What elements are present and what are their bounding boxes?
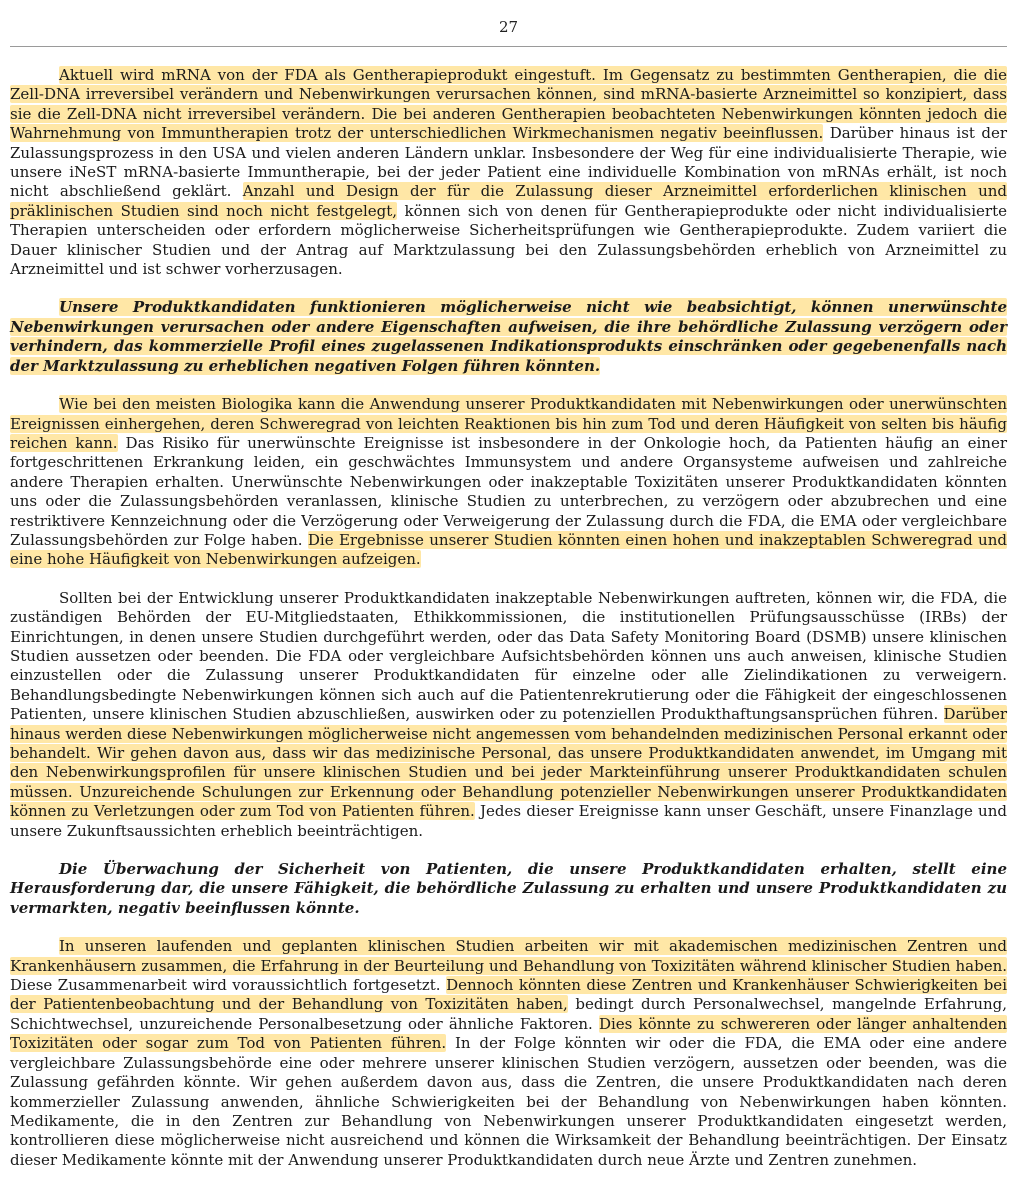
highlight: Unsere Produktkandidaten funktionieren möglicherweise nicht wie beabsichtigt, können unerwünschte Nebenwirkungen verursachen oder andere Eigenschaften aufweisen, die ihre behördliche Zulassung verzögern oder verhindern, das kommerzielle Profil eines zugelassenen Indikationsprodukts einschränken oder gegebenenfalls nach der Marktzulassung zu erheblichen negativen Folgen führen könnten. bbox=[10, 298, 1007, 375]
text-run: Das Risiko für unerwünschte Ereignisse ist insbesondere in der Onkologie hoch, da Patienten häufig an einer fortgeschrittenen Erkrankung leiden, ein geschwächtes Immunsystem und andere Organsysteme aufweisen und zahlreiche andere Therapien erhalten. Unerwünschte Nebenwirkungen oder inakzeptable Toxizitäten unserer Produktkandidaten könnten uns oder die Zulassungsbehörden veranlassen, klinische Studien zu unterbrechen, zu verzögern oder abzubrechen und eine restriktivere Kennzeichnung oder die Verzögerung oder Verweigerung der Zulassung durch die FDA, die EMA oder vergleichbare Zulassungsbehörden zur Folge haben. bbox=[10, 433, 1007, 549]
page-number: 27 bbox=[498, 18, 519, 36]
paragraph-unacceptable-side-effects bbox=[10, 589, 1007, 841]
highlight: Wie bei den meisten Biologika kann die Anwendung unserer Produktkandidaten mit Nebenwirkungen oder unerwünschten Ereignissen einhergehen, deren Schweregrad von leichten Reaktionen bis hin zum Tod und deren Häufigkeit von selten bis häufig reichen kann. bbox=[10, 395, 1007, 452]
highlight: Anzahl und Design der für die Zulassung dieser Arzneimittel erforderlichen klinischen und präklinischen Studien sind noch nicht festgelegt, bbox=[10, 182, 1007, 220]
highlight: Dies könnte zu schwereren oder länger anhaltenden Toxizitäten oder sogar zum Tod von Patienten führen. bbox=[10, 1014, 1007, 1053]
highlight: Die Ergebnisse unserer Studien könnten einen hohen und inakzeptablen Schweregrad und eine hohe Häufigkeit von Nebenwirkungen aufzeigen. bbox=[10, 530, 1007, 569]
text-run: Darüber hinaus ist der Zulassungsprozess in den USA und vielen anderen Ländern unklar. Insbesondere der Weg für eine individualisierte Therapie, wie unsere iNeST mRNA-basierte Immuntherapie, bei der jeder Patient eine individuelle Kombination von mRNAs erhält, ist noch nicht abschließend geklärt. bbox=[10, 124, 1007, 201]
text-run: Die Überwachung der Sicherheit von Patienten, die unsere Produktkandidaten erhalten, stellt eine Herausforderung dar, die unsere Fähigkeit, die behördliche Zulassung zu erhalten und unsere Produktkandidaten zu vermarkten, negativ beeinflussen könnte. bbox=[10, 860, 1007, 917]
paragraph-regulatory-classification bbox=[10, 66, 1007, 279]
header-divider bbox=[10, 46, 1007, 47]
text-run: Sollten bei der Entwicklung unserer Produktkandidaten inakzeptable Nebenwirkungen auftreten, können wir, die FDA, die zuständigen Behörden der EU-Mitgliedstaaten, Ethikkommissionen, die institutionellen Prüfungsausschüsse (IRBs) der Einrichtungen, in denen unsere Studien durchgeführt werden, oder das Data Safety Monitoring Board (DSMB) unsere klinischen Studien aussetzen oder beenden. Die FDA oder vergleichbare Aufsichtsbehörden können uns auch anweisen, klinische Studien einzustellen oder die Zulassung unserer Produktkandidaten für einzelne oder alle Zielindikationen zu verweigern. Behandlungsbedingte Nebenwirkungen können sich auch auf die Patientenrekrutierung oder die Fähigkeit der eingeschlossenen Patienten, unsere klinischen Studien abzuschließen, auswirken oder zu potenziellen Produkthaftungsansprüchen führen. bbox=[10, 588, 1007, 724]
highlight: Dennoch könnten diese Zentren und Krankenhäuser Schwierigkeiten bei der Patientenbeobachtung und der Behandlung von Toxizitäten haben, bbox=[10, 976, 1007, 1014]
paragraph-gap bbox=[10, 918, 1007, 937]
highlight: In unseren laufenden und geplanten klinischen Studien arbeiten wir mit akademischen medizinischen Zentren und Krankenhäusern zusammen, die Erfahrung in der Beurteilung und Behandlung von Toxizitäten während klinischer Studien haben. bbox=[10, 937, 1007, 975]
paragraph-clinical-centers bbox=[10, 937, 1007, 1170]
paragraph-biologics-side-effects bbox=[10, 395, 1007, 570]
paragraph-gap bbox=[10, 279, 1007, 298]
highlight: Aktuell wird mRNA von der FDA als Gentherapieprodukt eingestuft. Im Gegensatz zu bestimmten Gentherapien, die die Zell-DNA irreversibel verändern und Nebenwirkungen verursachen können, sind mRNA-basierte Arzneimittel so konzipiert, dass sie die Zell-DNA nicht irreversibel verändern. Die bei anderen Gentherapien beobachteten Nebenwirkungen könnten jedoch die Wahrnehmung von Immuntherapien trotz der unterschiedlichen Wirkmechanismen negativ beeinflussen. bbox=[10, 66, 1007, 143]
text-run: In der Folge könnten wir oder die FDA, die EMA oder eine andere vergleichbare Zulassungsbehörde eine oder mehrere unserer klinischen Studien verzögern, aussetzen oder beenden, was die Zulassung gefährden könnte. Wir gehen außerdem davon aus, dass die Zentren, die unsere Produktkandidaten nach deren kommerzieller Zulassung anwenden, ähnliche Schwierigkeiten bei der Behandlung von Nebenwirkungen haben könnten. Medikamente, die in den Zentren zur Behandlung von Nebenwirkungen unserer Produktkandidaten eingesetzt werden, kontrollieren diese möglicherweise nicht ausreichend und können die Wirksamkeit der Behandlung beeinträchtigen. Der Einsatz dieser Medikamente könnte mit der Anwendung unserer Produktkandidaten durch neue Ärzte und Zentren zunehmen. bbox=[10, 1034, 1008, 1169]
paragraph-gap bbox=[10, 570, 1007, 589]
paragraph-gap bbox=[10, 376, 1007, 395]
page-content bbox=[10, 66, 1007, 1170]
text-run: Jedes dieser Ereignisse kann unser Geschäft, unsere Finanzlage und unsere Zukunftsaussichten erheblich beeinträchtigen. bbox=[10, 802, 1007, 840]
risk-heading-side-effects bbox=[10, 298, 1007, 376]
text-run: können sich von denen für Gentherapieprodukte oder nicht individualisierte Therapien unterscheiden oder erfordern möglicherweise Sicherheitsprüfungen wie Gentherapieprodukte. Zudem variiert die Dauer klinischer Studien und der Antrag auf Marktzulassung bei den Zulassungsbehörden erheblich von Arzneimittel zu Arzneimittel und ist schwer vorherzusagen. bbox=[10, 201, 1007, 279]
text-run: bedingt durch Personalwechsel, mangelnde Erfahrung, Schichtwechsel, unzureichende Personalbesetzung oder ähnliche Faktoren. bbox=[10, 995, 1008, 1033]
risk-heading-patient-safety bbox=[10, 860, 1007, 918]
text-run: Diese Zusammenarbeit wird voraussichtlich fortgesetzt. bbox=[10, 976, 447, 995]
highlight: Darüber hinaus werden diese Nebenwirkungen möglicherweise nicht angemessen vom behandelnden medizinischen Personal erkannt oder behandelt. Wir gehen davon aus, dass wir das medizinische Personal, das unsere Produktkandidaten anwendet, im Umgang mit den Nebenwirkungsprofilen für unsere klinischen Studien und bei jeder Markteinführung unserer Produktkandidaten schulen müssen. Unzureichende Schulungen zur Erkennung oder Behandlung potenzieller Nebenwirkungen unserer Produktkandidaten können zu Verletzungen oder zum Tod von Patienten führen. bbox=[10, 705, 1007, 821]
paragraph-gap bbox=[10, 841, 1007, 860]
